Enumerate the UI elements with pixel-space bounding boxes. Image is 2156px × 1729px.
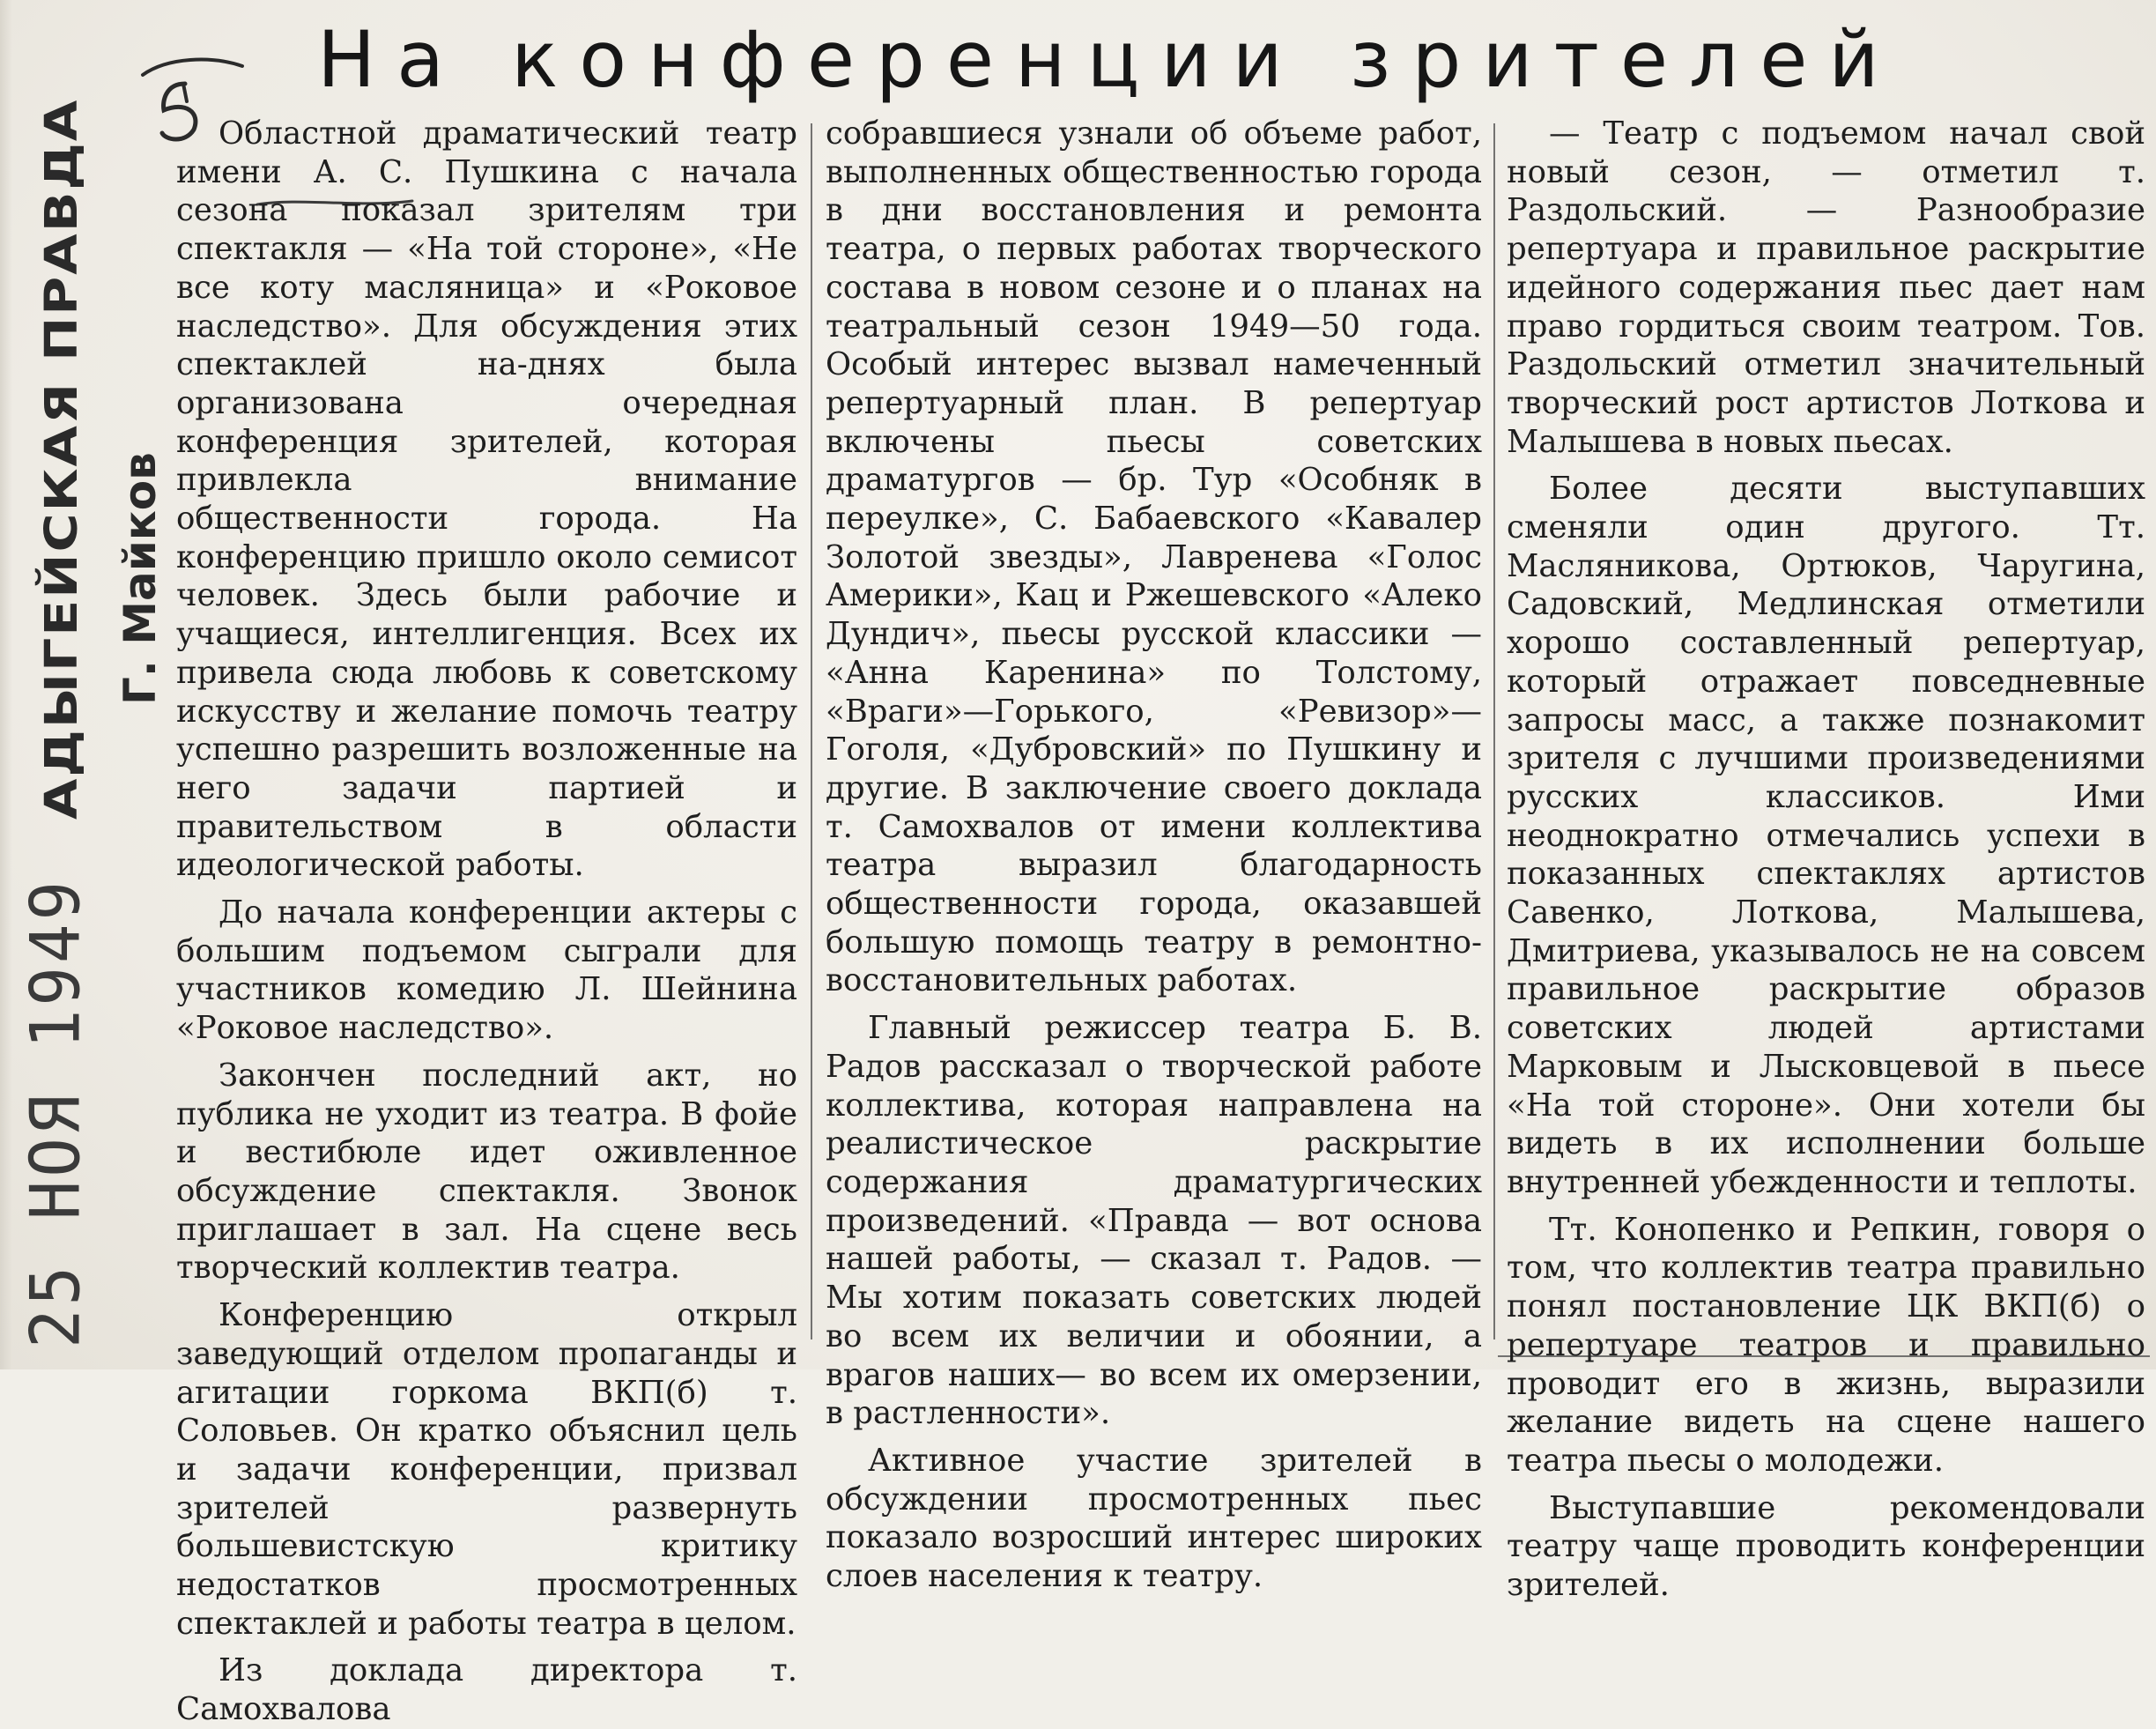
- paragraph: Закончен последний акт, но публика не уходит из театра. В фойе и вестибюле идет оживленное обсуждение спектакля. Звонок приглашает в зал. На сцене весь творческий коллектив театра.: [176, 1057, 797, 1287]
- paragraph: Выступавшие рекомендовали театру чаще проводить конференции зрителей.: [1507, 1489, 2145, 1604]
- paragraph: Более десяти выступавших сменяли один другого. Тт. Масляникова, Ортюков, Чаругина, Садовский, Медлинская отметили хорошо составленный репертуар, который отражает повседневные запросы масс, а также познакомит зрителя с лучшими произведениями русских классиков. Ими неоднократно отмечались успехи в показанных спектаклях артистов Савенко, Лоткова, Малышева, Дмитриева, указывалось не на совсем правильное раскрытие образов советских людей артистами Марковым и Лысковцевой в пьесе «На той стороне». Они хотели бы видеть в их исполнении больше внутренней убежденности и теплоты.: [1507, 471, 2145, 1200]
- paragraph: собравшиеся узнали об объеме работ, выполненных общественностью города в дни восстановления и ремонта театра, о первых работах творческого состава в новом сезоне и о планах на театральный сезон 1949—50 года. Особый интерес вызвал намеченный репертуарный план. В репертуар включены пьесы советских драматургов — бр. Тур «Особняк в переулке», С. Бабаевского «Кавалер Золотой звезды», Лавренева «Голос Америки», Кац и Ржешевского «Алеко Дундич», пьесы русской классики — «Анна Каренина» по Толстому, «Враги»—Горького, «Ревизор»—Гоголя, «Дубровский» по Пушкину и другие. В заключение своего доклада т. Самохвалов от имени коллектива театра выразил благодарность общественности города, оказавшей большую помощь театру в ремонтно-восстановительных работах.: [826, 115, 1482, 999]
- paragraph: Конференцию открыл заведующий отделом пропаганды и агитации горкома ВКП(б) т. Соловьев. Он кратко объяснил цель и задачи конференции, призвал зрителей развернуть большевистскую критику недостатков просмотренных спектаклей и работы театра в целом.: [176, 1297, 797, 1642]
- paragraph: Из доклада директора т. Самохвалова: [176, 1652, 797, 1728]
- article-column-2: [826, 115, 1482, 1596]
- paper-edge-shadow: [0, 0, 12, 1369]
- paragraph: Тт. Конопенко и Репкин, говоря о том, что коллектив театра правильно понял постановление ЦК ВКП(б) о репертуаре театров и правильно проводит его в жизнь, выразили желание видеть на сцене нашего театра пьесы о молодежи.: [1507, 1211, 2145, 1479]
- paragraph: — Театр с подъемом начал свой новый сезон, — отметил т. Раздольский. — Разнообразие репертуара и правильное раскрытие идейного содержания пьес дает нам право гордиться своим театром. Тов. Раздольский отметил значительный творческий рост артистов Лоткова и Малышева в новых пьесах.: [1507, 115, 2145, 460]
- column-divider: [811, 123, 812, 1339]
- article-column-1: [176, 115, 797, 1729]
- column-divider: [1493, 123, 1495, 1339]
- article-headline: На конференции зрителей: [317, 14, 1900, 105]
- article-column-3: [1507, 115, 2145, 1605]
- author-stamp: Г. Майков: [115, 452, 166, 705]
- newspaper-name-stamp: АДЫГЕЙСКАЯ ПРАВДА: [35, 98, 88, 820]
- paragraph: Главный режиссер театра Б. В. Радов рассказал о творческой работе коллектива, которая направлена на реалистическое раскрытие содержания драматургических произведений. «Правда — вот основа нашей работы, — сказал т. Радов. — Мы хотим показать советских людей во всем их величии и обоянии, а врагов наших— во всем их омерзении, в растленности».: [826, 1010, 1482, 1432]
- date-stamp: 25 НОЯ 1949: [16, 877, 96, 1348]
- paragraph: Активное участие зрителей в обсуждении просмотренных пьес показало возросший интерес широких слоев населения к театру.: [826, 1442, 1482, 1595]
- paragraph: Областной драматический театр имени А. С. Пушкина с начала сезона показал зрителям три спектакля — «На той стороне», «Не все коту масляница» и «Роковое наследство». Для обсуждения этих спектаклей на-днях была организована очередная конференция зрителей, которая привлекла внимание общественности города. На конференцию пришло около семисот человек. Здесь были рабочие и учащиеся, интеллигенция. Всех их привела сюда любовь к советскому искусству и желание помочь театру успешно разрешить возложенные на него задачи партией и правительством в области идеологической работы.: [176, 115, 797, 884]
- paragraph: До начала конференции актеры с большим подъемом сыграли для участников комедию Л. Шейнина «Роковое наследство».: [176, 894, 797, 1047]
